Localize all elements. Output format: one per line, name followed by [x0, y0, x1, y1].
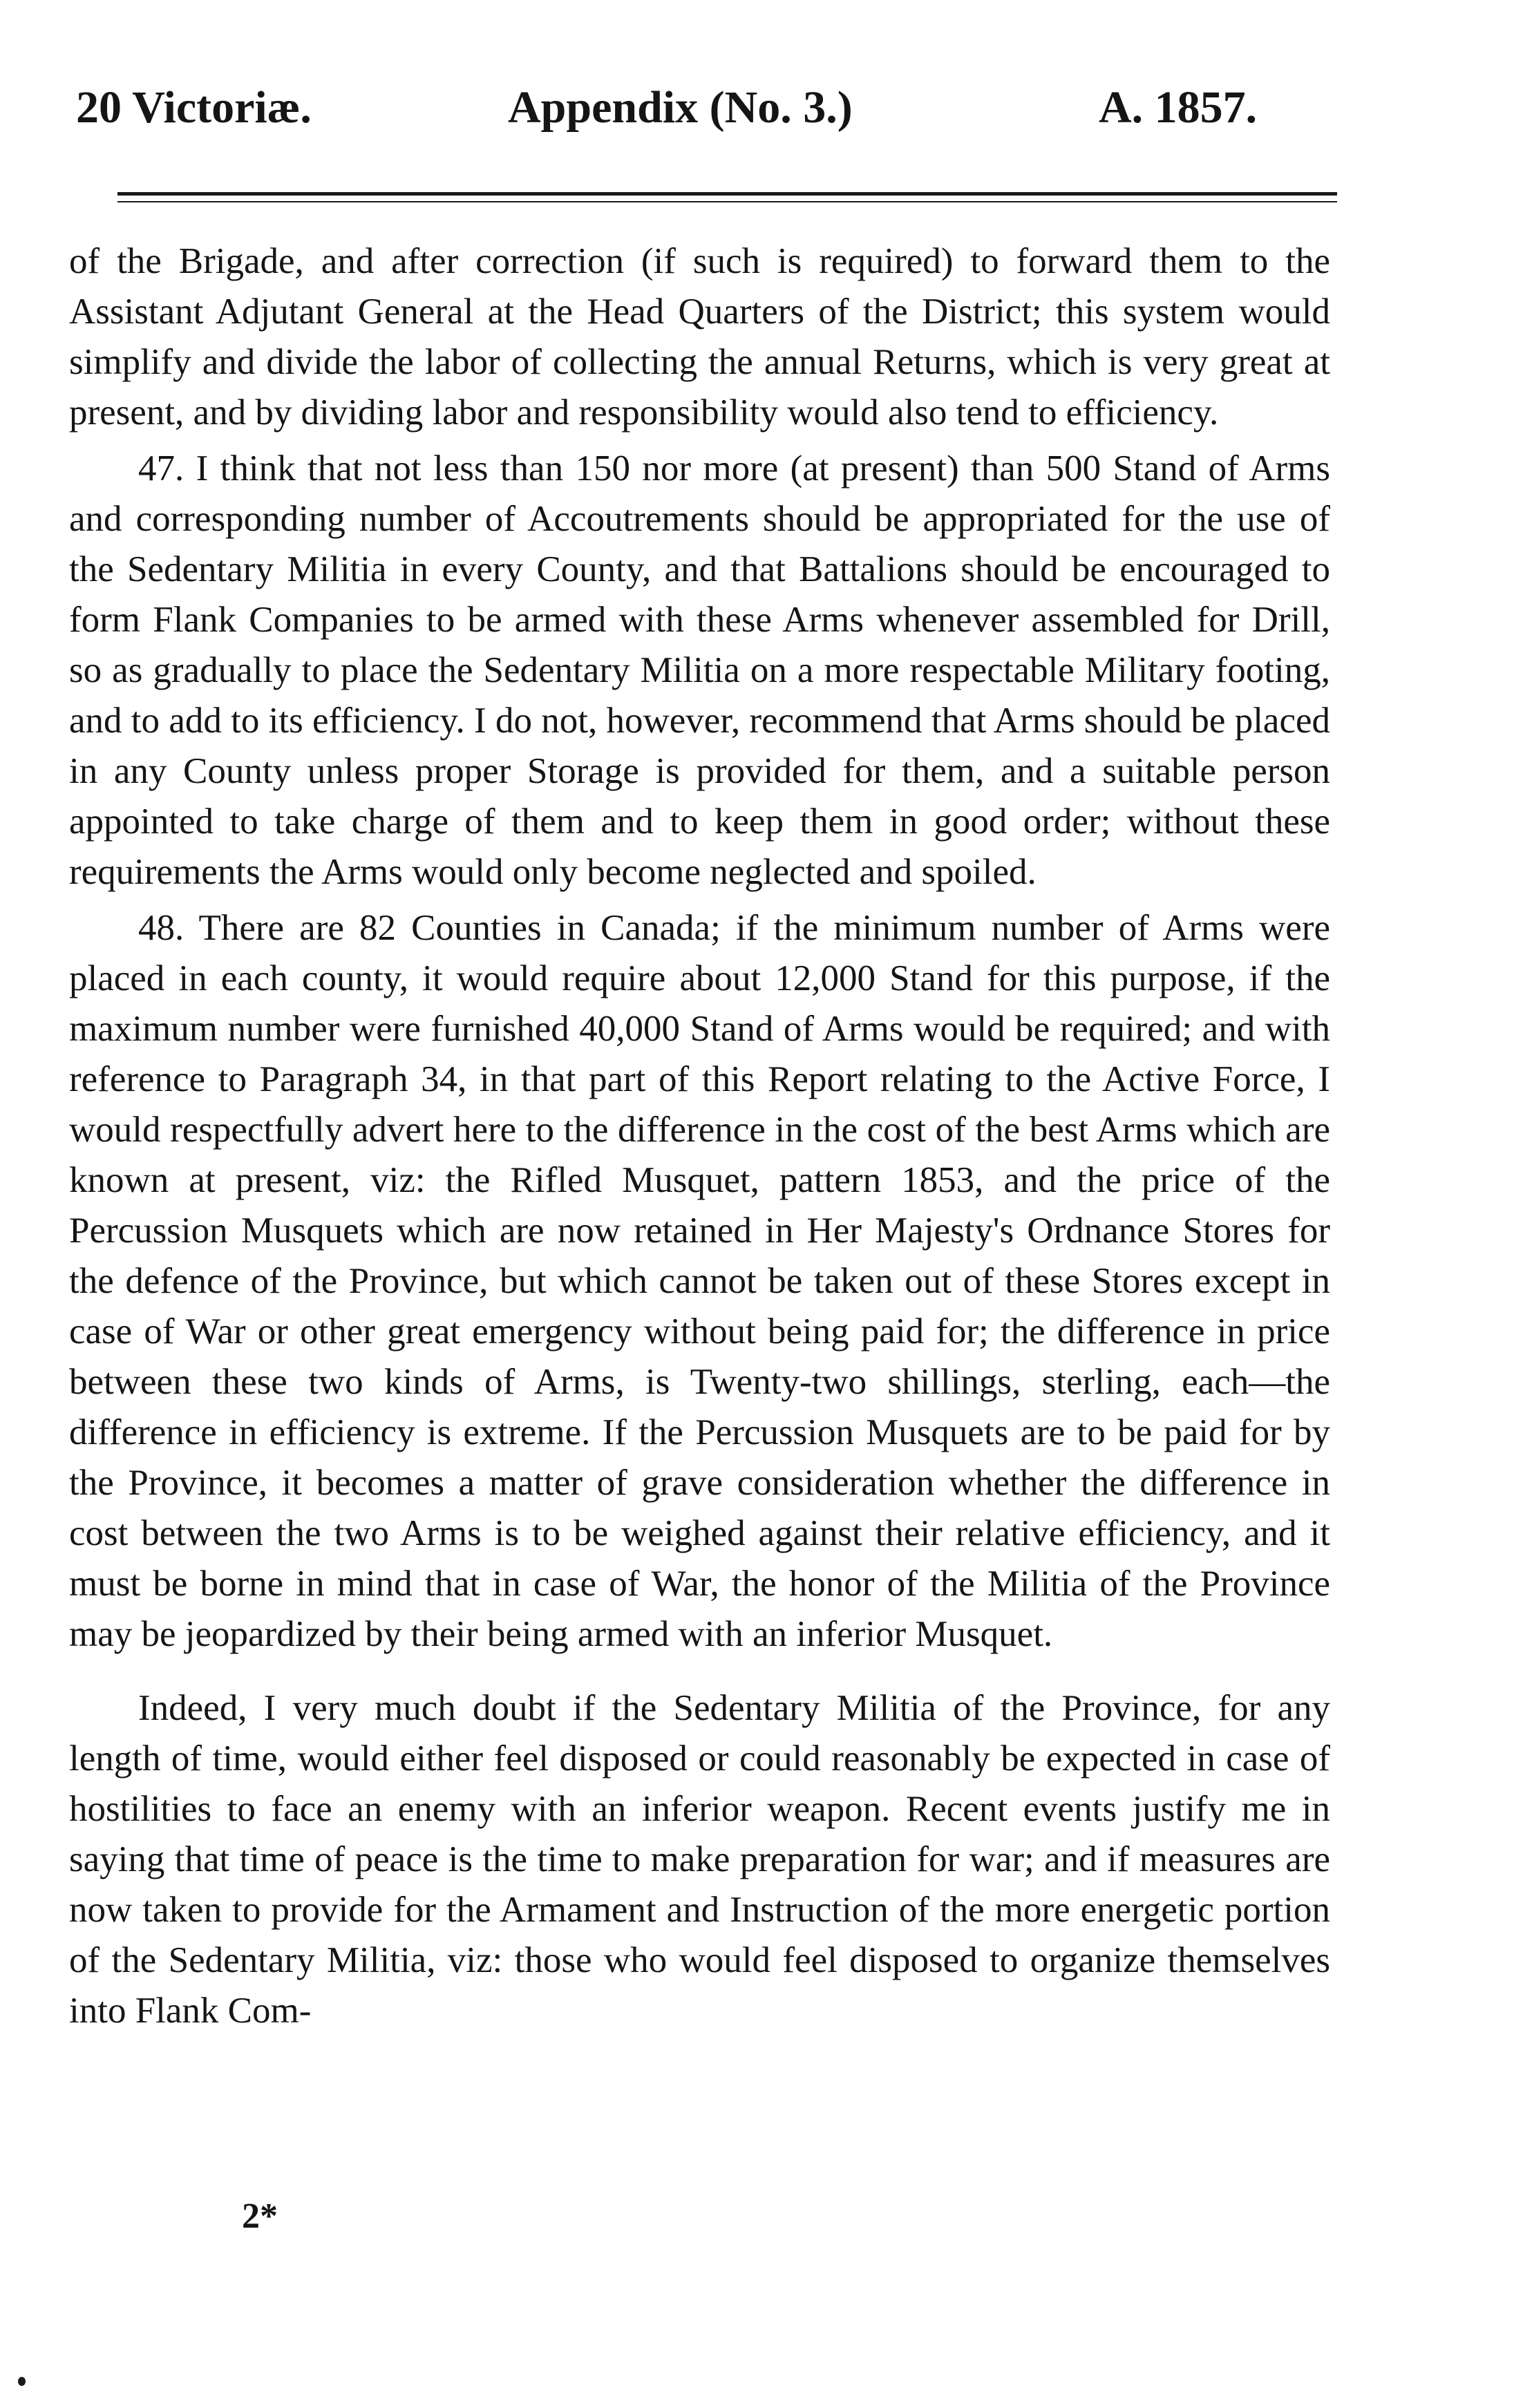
- signature-mark: 2*: [242, 2197, 278, 2236]
- ink-speck: [18, 2377, 26, 2386]
- paragraph-continuation: of the Brigade, and after correction (if such is required) to forward them to the Assistant Adjutant General at the Head Quarters of the District; this system would simplify and divide the labor of collecting the annual Returns, which is very great at present, and by dividing labor and responsibility would also tend to efficiency.: [69, 241, 1330, 433]
- header-session: 20 Victoriæ.: [76, 82, 312, 133]
- header-rule-thick: [117, 192, 1337, 196]
- body-text: [69, 236, 1330, 2036]
- header-year: A. 1857.: [1099, 82, 1258, 133]
- header-appendix: Appendix (No. 3.): [508, 82, 853, 133]
- paragraph-47: 47. I think that not less than 150 nor more (at present) than 500 Stand of Arms and corresponding number of Accoutrements should be appropriated for the use of the Sedentary Militia in every County, and that Battalions should be encouraged to form Flank Companies to be armed with these Arms whenever assembled for Drill, so as gradually to place the Sedentary Militia on a more respectable Military footing, and to add to its efficiency. I do not, however, recommend that Arms should be placed in any County unless proper Storage is provided for them, and a suitable person appointed to take charge of them and to keep them in good order; without these requirements the Arms would only become neglected and spoiled.: [69, 448, 1330, 892]
- paragraph-48: 48. There are 82 Counties in Canada; if the minimum number of Arms were placed in each county, it would require about 12,000 Stand for this purpose, if the maximum number were furnished 40,000 Stand of Arms would be required; and with reference to Paragraph 34, in that part of this Report relating to the Active Force, I would respectfully advert here to the difference in the cost of the best Arms which are known at present, viz: the Rifled Musquet, pattern 1853, and the price of the Percussion Musquets which are now retained in Her Majesty's Ordnance Stores for the defence of the Province, but which cannot be taken out of these Stores except in case of War or other great emergency without being paid for; the difference in price between these two kinds of Arms, is Twenty-two shillings, sterling, each—the difference in efficiency is extreme. If the Percussion Musquets are to be paid for by the Province, it becomes a matter of grave consideration whether the difference in cost between the two Arms is to be weighed against their relative efficiency, and it must be borne in mind that in case of War, the honor of the Militia of the Province may be jeopardized by their being armed with an inferior Musquet.: [69, 908, 1330, 1654]
- page-header: [76, 82, 1334, 144]
- paragraph-indeed: Indeed, I very much doubt if the Sedentary Militia of the Province, for any length of time, would either feel disposed or could reasonably be expected in case of hostilities to face an enemy with an inferior weapon. Recent events justify me in saying that time of peace is the time to make preparation for war; and if measures are now taken to provide for the Armament and Instruction of the more energetic portion of the Sedentary Militia, viz: those who would feel disposed to organize themselves into Flank Com-: [69, 1688, 1330, 2031]
- header-rule-thin: [117, 201, 1337, 202]
